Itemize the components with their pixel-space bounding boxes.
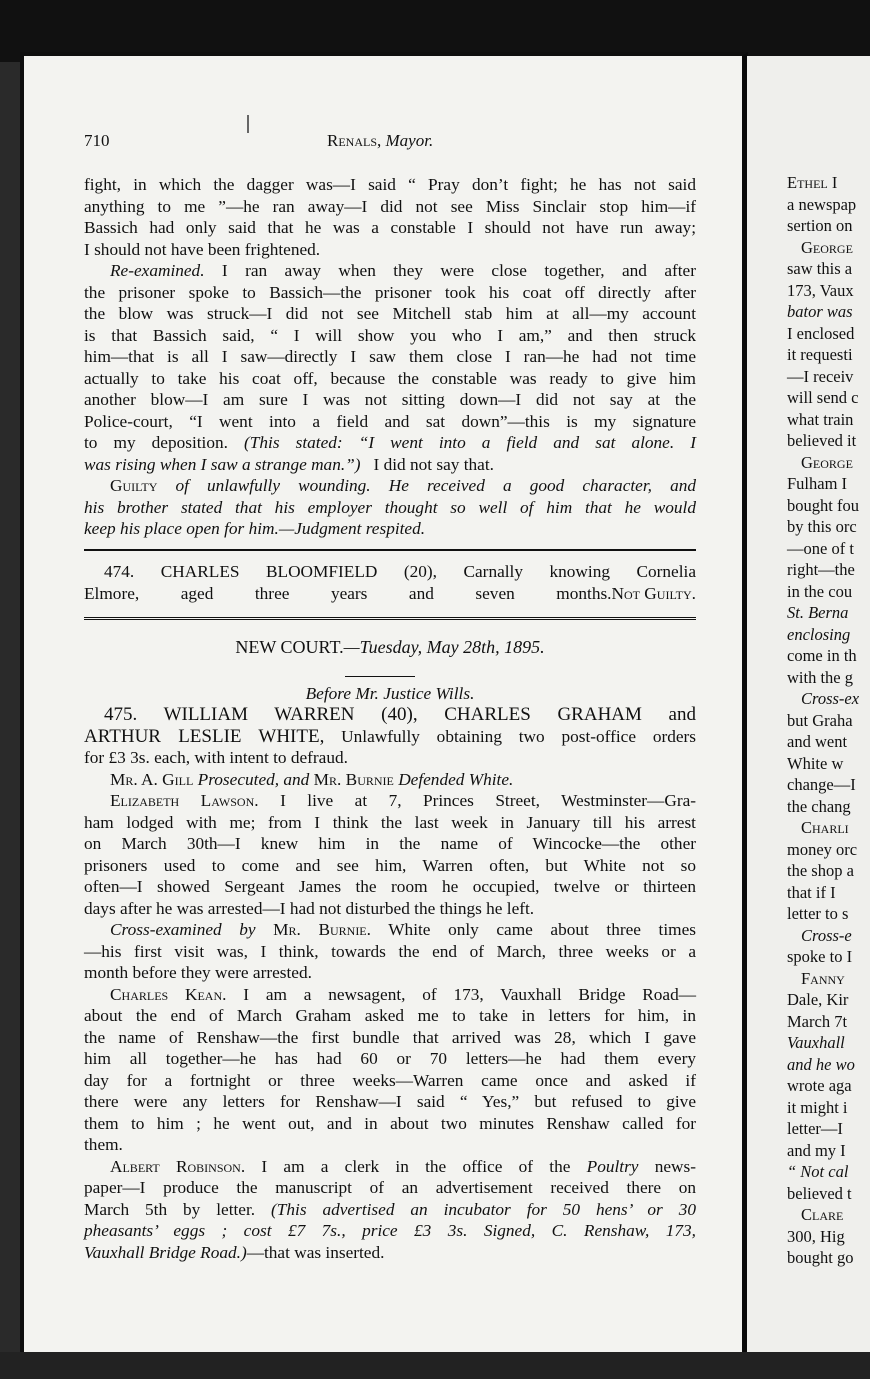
text-line: for £3 3s. each, with intent to defraud. — [84, 748, 348, 767]
right-page-line: that if I — [787, 882, 836, 902]
text-line: the blow was struck—I did not see Mitchell stab him at all—my account — [84, 304, 696, 323]
text-line: Police-court, “I went into a field and sat down”—this is my signature — [84, 411, 696, 431]
page-number: 710 — [84, 131, 110, 150]
right-page-line: it might i — [787, 1097, 848, 1117]
witness-kean: Charles Kean. I am a newsagent, of 173, Vauxhall Bridge Road— — [110, 984, 697, 1004]
right-page-line: 173, Vaux — [787, 280, 854, 300]
right-page-line: Cross-ex — [801, 689, 860, 708]
case-475-heading: 475. WILLIAM WARREN (40), CHARLES GRAHAM and — [104, 704, 696, 725]
right-page-line: —one of t — [787, 538, 854, 558]
right-page-line: Vauxhall — [787, 1033, 845, 1052]
text-line: ARTHUR LESLIE WHITE, Unlawfully obtaining two post-office orders — [84, 725, 697, 747]
text-line: was rising when I saw a strange man.”) I did not say that. — [84, 454, 494, 474]
new-court-heading: NEW COURT.—Tuesday, May 28th, 1895. — [235, 637, 545, 657]
right-page-line: bought go — [787, 1248, 854, 1267]
right-page-line: Clare — [801, 1205, 844, 1224]
text-line: keep his place open for him.—Judgment respited. — [84, 519, 426, 538]
right-page-line: Fulham I — [787, 474, 848, 493]
text-line: often—I showed Sergeant James the room he occupied, twelve or thirteen — [84, 877, 696, 896]
right-page-line: and went — [787, 732, 848, 751]
right-page-line: enclosing — [787, 624, 851, 644]
right-page-line: by this orc — [787, 517, 857, 536]
text-line: about the end of March Graham asked me to take in letters for him, in — [84, 1006, 696, 1025]
scan-bottom-edge — [0, 1352, 870, 1379]
right-page-line: sertion on — [787, 216, 853, 235]
text-line: to my deposition. (This stated: “I went into a field and sat alone. I — [84, 433, 696, 452]
right-page-line: the chang — [787, 796, 851, 816]
case-473-continuation — [84, 174, 696, 540]
text-line: —his first visit was, I think, towards the end of March, three weeks or a — [84, 941, 696, 961]
witness-robinson: Albert Robinson. I am a clerk in the office of the Poultry news- — [110, 1156, 696, 1176]
text-line: them. — [84, 1135, 123, 1154]
right-page-line: the shop a — [787, 861, 854, 880]
text-line: paper—I produce the manuscript of an advertisement received there on — [84, 1178, 696, 1197]
text-line: Bassich had only said that he was a constable I should not have run away; — [84, 218, 696, 237]
text-line: day for a fortnight or three weeks—Warren came once and asked if — [84, 1070, 696, 1090]
text-line: days after he was arrested—I had not disturbed the things he left. — [84, 898, 535, 918]
text-line: ham lodged with me; from I think the last week in January till his arrest — [84, 812, 696, 832]
text-line: pheasants’ eggs ; cost £7 7s., price £3 3s. Signed, C. Renshaw, 173, — [84, 1221, 696, 1240]
case-475 — [84, 704, 696, 1263]
right-page-line: letter to s — [787, 904, 849, 923]
right-page-line: Charli — [801, 818, 849, 837]
witness-lawson: Elizabeth Lawson. I live at 7, Princes Street, Westminster—Gra- — [110, 791, 696, 810]
right-page-line: spoke to I — [787, 947, 853, 966]
counsel-line: Mr. A. Gill Prosecuted, and Mr. Burnie Defended White. — [110, 769, 514, 789]
text-line: his brother stated that his employer thought so well of him that he would — [84, 497, 696, 517]
right-page-line: believed t — [787, 1183, 852, 1203]
text-line: Elmore, aged three years and seven months. Not Guilty. — [84, 583, 696, 603]
right-page-line: Ethel I — [787, 173, 838, 192]
right-page-line: “ Not cal — [787, 1162, 849, 1181]
text-line: them to him ; he went out, and in about two minutes Renshaw called for — [84, 1113, 696, 1133]
right-page-line: 300, Hig — [787, 1226, 845, 1246]
text-line: anything to me ”—he ran away—I did not see Miss Sinclair stop him—if — [84, 196, 696, 216]
text-line: him—that is all I saw—directly I saw them close I ran—he had not time — [84, 347, 696, 366]
right-page-line: a newspap — [787, 194, 857, 214]
text-line: him all together—he has had 60 or 70 letters—he had them every — [84, 1049, 696, 1068]
section-rule — [84, 549, 696, 551]
right-page-line: George — [801, 237, 853, 257]
text-line: there were any letters for Renshaw—I said “ Yes,” but refused to give — [84, 1092, 696, 1111]
right-page-line: bought fou — [787, 495, 859, 515]
right-page-line: St. Berna — [787, 603, 849, 622]
right-page-line: with the g — [787, 667, 853, 687]
text-line: March 5th by letter. (This advertised an incubator for 50 hens’ or 30 — [84, 1199, 696, 1219]
heading-rule — [345, 676, 415, 677]
text-line: Vauxhall Bridge Road.)—that was inserted. — [84, 1242, 385, 1262]
text-line: the prisoner spoke to Bassich—the prisoner took his coat off directly after — [84, 282, 696, 302]
text-line: I should not have been frightened. — [84, 239, 321, 259]
right-page-line: will send c — [787, 388, 859, 407]
right-page-line: change—I — [787, 775, 856, 794]
right-page-line: what train — [787, 409, 854, 429]
right-page-line: and he wo — [787, 1054, 855, 1074]
right-page-line: believed it — [787, 431, 857, 450]
text-line: fight, in which the dagger was—I said “ Pray don’t fight; he has not said — [84, 175, 696, 194]
text-line: month before they were arrested. — [84, 963, 312, 982]
right-page-line: it requesti — [787, 345, 853, 364]
right-page-line: White w — [787, 753, 844, 773]
right-page-line: and my I — [787, 1140, 846, 1160]
reexamined-line: Re-examined. I ran away when they were close together, and after — [110, 261, 696, 280]
verdict-not-guilty: Not Guilty. — [611, 583, 696, 603]
text-line: prisoners used to come and see him, Warren often, but White not so — [84, 855, 696, 875]
right-page-line: bator was — [787, 302, 853, 321]
right-page-line: March 7t — [787, 1011, 848, 1031]
right-page-line: right—the — [787, 560, 855, 579]
right-page-line: saw this a — [787, 259, 853, 278]
right-page-line: letter—I — [787, 1119, 843, 1138]
text-line: actually to take his coat off, because the constable was ready to give him — [84, 368, 696, 388]
right-page-line: George — [801, 452, 853, 472]
right-page-line: but Graha — [787, 710, 853, 730]
right-page-line: Dale, Kir — [787, 990, 849, 1009]
right-page-line: money orc — [787, 839, 858, 859]
right-page-line: —I receiv — [787, 366, 854, 386]
court-divider — [84, 617, 696, 623]
right-page-line: in the cou — [787, 581, 853, 601]
case-474-heading: 474. CHARLES BLOOMFIELD (20), Carnally knowing Cornelia — [104, 562, 696, 581]
right-page-line: Cross-e — [801, 925, 852, 945]
right-page-line: wrote aga — [787, 1076, 852, 1095]
right-page-line: come in th — [787, 646, 857, 665]
text-line: the name of Renshaw—the first bundle that arrived was 28, which I gave — [84, 1027, 696, 1047]
text-line: on March 30th—I knew him in the name of Wincocke—the other — [84, 834, 696, 853]
cross-examination: Cross-examined by Mr. Burnie. White only came about three times — [110, 920, 696, 939]
running-title: Renals, Mayor. — [327, 131, 434, 150]
text-line: is that Bassich said, “ I will show you who I am,” and then struck — [84, 325, 696, 345]
margin-mark — [247, 115, 249, 133]
case-474 — [84, 561, 696, 604]
right-page-line: Fanny — [801, 968, 845, 988]
text-line: another blow—I am sure I was not sitting down—I did not say at the — [84, 390, 696, 409]
right-page-column — [787, 172, 870, 1269]
right-page-line: I enclosed — [787, 323, 855, 343]
judge-line: Before Mr. Justice Wills. — [305, 684, 475, 703]
verdict-473: Guilty of unlawfully wounding. He received a good character, and — [110, 476, 696, 495]
